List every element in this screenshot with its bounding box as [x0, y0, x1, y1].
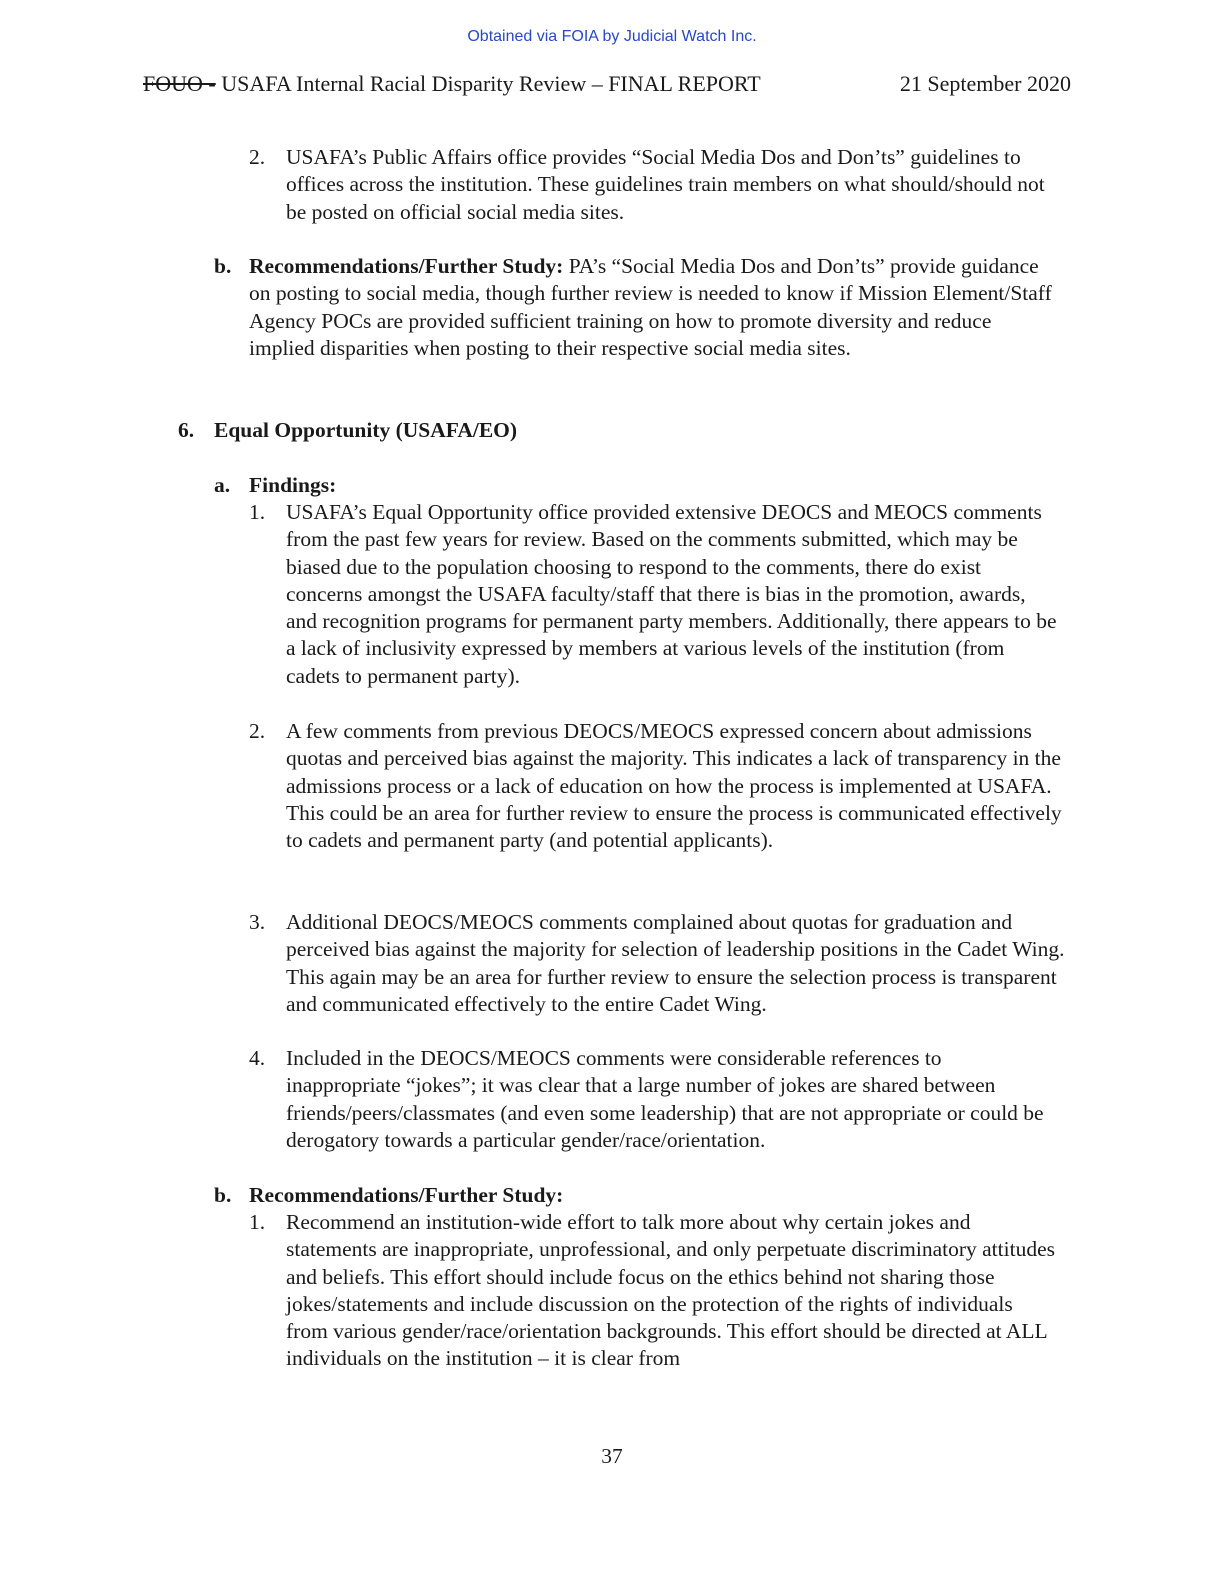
report-date: 21 September 2020 [899, 71, 1071, 96]
page-header [143, 70, 1071, 98]
pa-recommendations-paragraph [249, 253, 1059, 362]
recommendations-text: PA’s “Social Media Dos and Don’ts” provide guidance on posting to social media, though further review is needed to know if Mission Element/Staff Agency POCs are provided sufficient training on how to promote diversity and reduce implied disparities when posting to their respective social media sites. [249, 254, 1052, 360]
report-title: USAFA Internal Racial Disparity Review – FINAL REPORT [215, 71, 761, 96]
list-item-number: 2. [249, 145, 266, 169]
findings-heading: Findings: [249, 473, 337, 497]
list-item-number: 4. [249, 1046, 266, 1070]
section-title: Equal Opportunity (USAFA/EO) [214, 418, 518, 442]
list-item-number: 1. [249, 1210, 266, 1234]
list-item-number: 1. [249, 500, 266, 524]
findings-letter: a. [214, 473, 231, 497]
recommendations-letter: b. [214, 1183, 232, 1207]
finding-item: A few comments from previous DEOCS/MEOCS expressed concern about admissions quotas and perceived bias against the majority. This indicates a lack of transparency in the admissions process or a lack of education on how the process is implemented at USAFA. This could be an area for further review to ensure the process is communicated effectively to cadets and permanent party (and potential applicants). [286, 719, 1062, 853]
page-number: 37 [601, 1444, 623, 1468]
recommendations-heading: Recommendations/Further Study: [249, 1183, 564, 1207]
classification-marking: FOUO - [143, 71, 216, 96]
list-item: USAFA’s Public Affairs office provides “Social Media Dos and Don’ts” guidelines to offices across the institution. These guidelines train members on what should/should not be posted on official social media sites. [286, 145, 1045, 224]
recommendations-heading: Recommendations/Further Study: [249, 254, 564, 278]
finding-item: Included in the DEOCS/MEOCS comments were considerable references to inappropriate “jokes”; it was clear that a large number of jokes are shared between friends/peers/classmates (and even some leadership) that are not appropriate or could be derogatory towards a particular gender/race/orientation. [286, 1046, 1044, 1152]
section-number: 6. [178, 418, 195, 442]
section-letter: b. [214, 254, 232, 278]
foia-banner: Obtained via FOIA by Judicial Watch Inc. [467, 28, 757, 45]
finding-item: Additional DEOCS/MEOCS comments complained about quotas for graduation and perceived bias against the majority for selection of leadership positions in the Cadet Wing. This again may be an area for further review to ensure the selection process is transparent and communicated effectively to the entire Cadet Wing. [286, 910, 1065, 1016]
list-item-number: 3. [249, 910, 266, 934]
recommendation-item: Recommend an institution-wide effort to talk more about why certain jokes and statements are inappropriate, unprofessional, and only perpetuate discriminatory attitudes and beliefs. This effort should include focus on the ethics behind not sharing those jokes/statements and include discussion on the protection of the rights of individuals from various gender/race/orientation backgrounds. This effort should be directed at ALL individuals on the institution – it is clear from [286, 1210, 1055, 1371]
finding-item: USAFA’s Equal Opportunity office provided extensive DEOCS and MEOCS comments from the past few years for review. Based on the comments submitted, which may be biased due to the population choosing to respond to the comments, there do exist concerns amongst the USAFA faculty/staff that there is bias in the promotion, awards, and recognition programs for permanent party members. Additionally, there appears to be a lack of inclusivity expressed by members at various levels of the institution (from cadets to permanent party). [286, 500, 1057, 688]
list-item-number: 2. [249, 719, 266, 743]
